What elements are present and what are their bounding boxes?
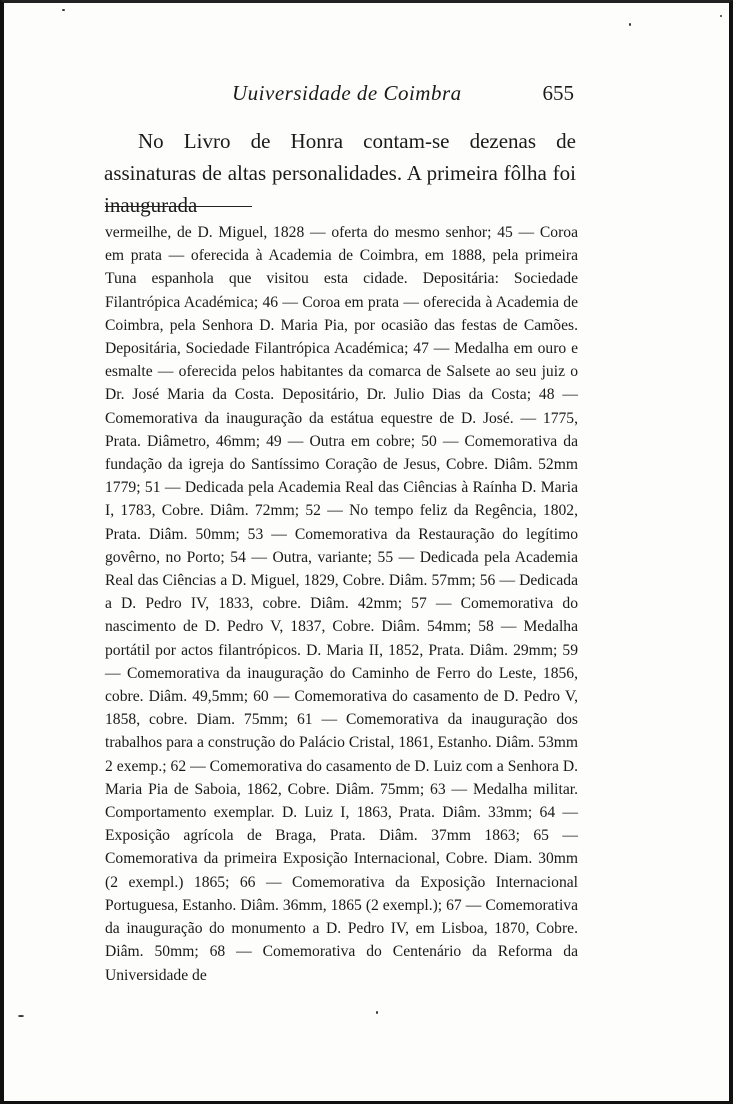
running-title: Uuiversidade de Coimbra — [232, 81, 462, 105]
body-paragraph: No Livro de Honra contam-se dezenas de assinaturas de altas personalidades. A primeira fôlha foi inaugurada — [104, 129, 576, 217]
scan-speck — [720, 15, 722, 17]
scan-speck — [629, 23, 631, 26]
footnote — [105, 221, 578, 987]
footnote-paragraph: vermeilhe, de D. Miguel, 1828 — oferta do mesmo senhor; 45 — Coroa em prata — oferecida à Academia de Coimbra, em 1888, pela primeira Tuna espanhola que visitou esta cidade. Depositária: Sociedade Filantrópica Académica; 46 — Coroa em prata — oferecida à Academia de Coimbra, pela Senhora D. Maria Pia, por ocasião das festas de Camões. Depositária, Sociedade Filantrópica Académica; 47 — Medalha em ouro e esmalte — oferecida pelos habitantes da comarca de Salsete ao seu juiz o Dr. José Maria da Costa. Depositário, Dr. Julio Dias da Costa; 48 — Comemorativa da inauguração da estátua equestre de D. José. — 1775, Prata. Diâmetro, 46mm; 49 — Outra em cobre; 50 — Comemorativa da fundação da igreja do Santíssimo Coração de Jesus, Cobre. Diâm. 52mm 1779; 51 — Dedicada pela Academia Real das Ciências à Raínha D. Maria I, 1783, Cobre. Diâm. 72mm; 52 — No tempo feliz da Regência, 1802, Prata. Diâm. 50mm; 53 — Comemorativa da Restauração do legítimo govêrno, no Porto; 54 — Outra, variante; 55 — Dedicada pela Academia Real das Ciências a D. Miguel, 1829, Cobre. Diâm. 57mm; 56 — Dedicada a D. Pedro IV, 1833, cobre. Diâm. 42mm; 57 — Comemorativa do nascimento de D. Pedro V, 1837, Cobre. Diâm. 54mm; 58 — Medalha portátil por actos filantrópicos. D. Maria II, 1852, Prata. Diâm. 29mm; 59 — Comemorativa da inauguração do Caminho de Ferro do Leste, 1856, cobre. Diâm. 49,5mm; 60 — Comemorativa do casamento de D. Pedro V, 1858, cobre. Diam. 75mm; 61 — Comemorativa da inauguração dos trabalhos para a construção do Palácio Cristal, 1861, Estanho. Diâm. 53mm 2 exemp.; 62 — Comemorativa do casamento de D. Luiz com a Senhora D. Maria Pia de Saboia, 1862, Cobre. Diâm. 75mm; 63 — Medalha militar. Comportamento exemplar. D. Luiz I, 1863, Prata. Diâm. 33mm; 64 — Exposição agrícola de Braga, Prata. Diâm. 37mm 1863; 65 — Comemorativa da primeira Exposição Internacional, Cobre. Diam. 30mm (2 exempl.) 1865; 66 — Comemorativa da Exposição Internacional Portuguesa, Estanho. Diâm. 36mm, 1865 (2 exempl.); 67 — Comemorativa da inauguração do monumento a D. Pedro IV, em Lisboa, 1870, Cobre. Diâm. 50mm; 68 — Comemorativa do Centenário da Reforma da Universidade de — [105, 224, 578, 984]
scan-speck — [376, 1011, 378, 1014]
footnote-separator — [105, 206, 252, 207]
page-number: 655 — [542, 81, 574, 105]
scan-speck — [18, 1015, 24, 1017]
scan-speck — [62, 9, 65, 11]
page-header — [104, 81, 574, 111]
